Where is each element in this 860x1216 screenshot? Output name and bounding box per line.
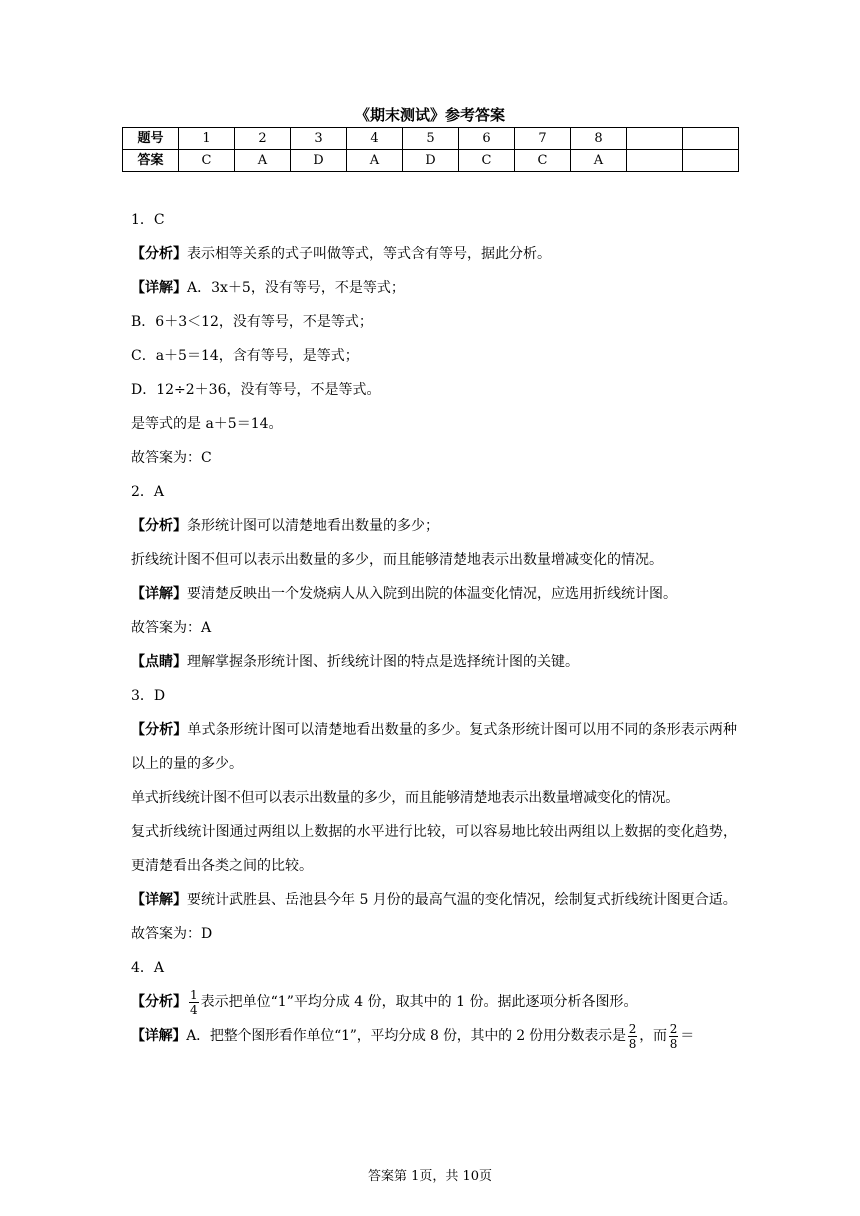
analysis-text: 表示把单位“1”平均分成 4 份，取其中的 1 份。据此逐项分析各图形。 bbox=[200, 994, 638, 1010]
table-cell: 3 bbox=[291, 128, 347, 150]
question-2-analysis-2: 折线统计图不但可以表示出数量的多少，而且能够清楚地表示出数量增减变化的情况。 bbox=[131, 552, 663, 568]
table-header-number: 题号 bbox=[123, 128, 179, 150]
question-4-analysis bbox=[131, 985, 737, 1019]
question-4-heading: 4．A bbox=[131, 960, 165, 976]
note-text: 理解掌握条形统计图、折线统计图的特点是选择统计图的关键。 bbox=[187, 654, 579, 670]
detail-tag: 【详解】 bbox=[131, 1028, 187, 1044]
question-4-detail bbox=[131, 1019, 737, 1053]
table-cell: 8 bbox=[571, 128, 627, 150]
table-cell: C bbox=[515, 150, 571, 172]
question-1-analysis bbox=[131, 237, 737, 271]
detail-text-end: ＝ bbox=[680, 1028, 695, 1044]
detail-text-mid: ，而 bbox=[639, 1028, 667, 1044]
question-3-detail bbox=[131, 883, 737, 917]
table-cell: 6 bbox=[459, 128, 515, 150]
question-2-heading: 2．A bbox=[131, 484, 165, 500]
table-cell: 2 bbox=[235, 128, 291, 150]
table-cell: 4 bbox=[347, 128, 403, 150]
analysis-tag: 【分析】 bbox=[131, 518, 187, 534]
table-header-answer: 答案 bbox=[123, 150, 179, 172]
table-cell: 1 bbox=[179, 128, 235, 150]
table-cell: A bbox=[235, 150, 291, 172]
question-3-heading: 3．D bbox=[131, 688, 166, 704]
detail-text: 要清楚反映出一个发烧病人从入院到出院的体温变化情况，应选用折线统计图。 bbox=[187, 586, 677, 602]
fraction-one-quarter: $\frac{1}{4}$ bbox=[190, 987, 198, 1017]
question-3-analysis-2: 单式折线统计图不但可以表示出数量的多少，而且能够清楚地表示出数量增减变化的情况。 bbox=[131, 790, 679, 806]
analysis-tag: 【分析】 bbox=[131, 722, 188, 738]
table-cell bbox=[627, 150, 683, 172]
question-3-analysis bbox=[131, 713, 737, 781]
question-1-heading: 1．C bbox=[131, 212, 165, 228]
table-cell: 7 bbox=[515, 128, 571, 150]
question-1-detail-b: B．6＋3＜12，没有等号，不是等式； bbox=[131, 314, 373, 330]
table-cell: A bbox=[347, 150, 403, 172]
detail-text: A．把整个图形看作单位“1”，平均分成 8 份，其中的 2 份用分数表示是 bbox=[186, 1028, 626, 1044]
table-cell: C bbox=[459, 150, 515, 172]
analysis-text: 表示相等关系的式子叫做等式，等式含有等号，据此分析。 bbox=[187, 246, 551, 262]
analysis-text: 单式条形统计图可以清楚地看出数量的多少。复式条形统计图可以用不同的条形表示两种以上的量的多少。 bbox=[131, 722, 738, 772]
analysis-tag: 【分析】 bbox=[131, 994, 187, 1010]
detail-tag: 【详解】 bbox=[131, 280, 187, 296]
table-cell bbox=[627, 128, 683, 150]
question-1-detail-d: D．12÷2＋36，没有等号，不是等式。 bbox=[131, 382, 381, 398]
question-2-answer: 故答案为：A bbox=[131, 620, 212, 636]
question-2-analysis bbox=[131, 509, 737, 543]
note-tag: 【点睛】 bbox=[131, 654, 187, 670]
question-2-detail bbox=[131, 577, 737, 611]
analysis-text: 条形统计图可以清楚地看出数量的多少； bbox=[187, 518, 439, 534]
fraction-two-eighths-2: $\frac{2}{8}$ bbox=[669, 1021, 678, 1051]
detail-tag: 【详解】 bbox=[131, 892, 187, 908]
analysis-tag: 【分析】 bbox=[131, 246, 187, 262]
question-1-conclusion: 是等式的是 a＋5＝14。 bbox=[131, 416, 283, 432]
question-3-analysis-3: 复式折线统计图通过两组以上数据的水平进行比较，可以容易地比较出两组以上数据的变化趋势，更清楚看出各类之间的比较。 bbox=[131, 824, 737, 874]
table-cell: D bbox=[291, 150, 347, 172]
question-1-detail-a bbox=[131, 271, 737, 305]
table-row-answers bbox=[123, 150, 739, 172]
table-cell: 5 bbox=[403, 128, 459, 150]
question-2-note bbox=[131, 645, 737, 679]
page-title: 《期末测试》参考答案 bbox=[354, 106, 505, 124]
table-cell bbox=[683, 150, 739, 172]
answer-explanations bbox=[131, 203, 737, 1053]
answer-table bbox=[122, 127, 739, 172]
detail-text: A．3x＋5，没有等号，不是等式； bbox=[187, 280, 405, 296]
detail-text: 要统计武胜县、岳池县今年 5 月份的最高气温的变化情况，绘制复式折线统计图更合适。 bbox=[187, 892, 737, 908]
question-1-detail-c: C．a＋5＝14，含有等号，是等式； bbox=[131, 348, 359, 364]
question-3-answer: 故答案为：D bbox=[131, 926, 213, 942]
detail-tag: 【详解】 bbox=[131, 586, 187, 602]
question-1-answer: 故答案为：C bbox=[131, 450, 212, 466]
fraction-two-eighths: $\frac{2}{8}$ bbox=[628, 1021, 637, 1051]
table-cell: D bbox=[403, 150, 459, 172]
page-footer: 答案第 1页，共 10页 bbox=[367, 1169, 493, 1184]
table-cell bbox=[683, 128, 739, 150]
table-cell: C bbox=[179, 150, 235, 172]
table-cell: A bbox=[571, 150, 627, 172]
table-row-numbers bbox=[123, 128, 739, 150]
